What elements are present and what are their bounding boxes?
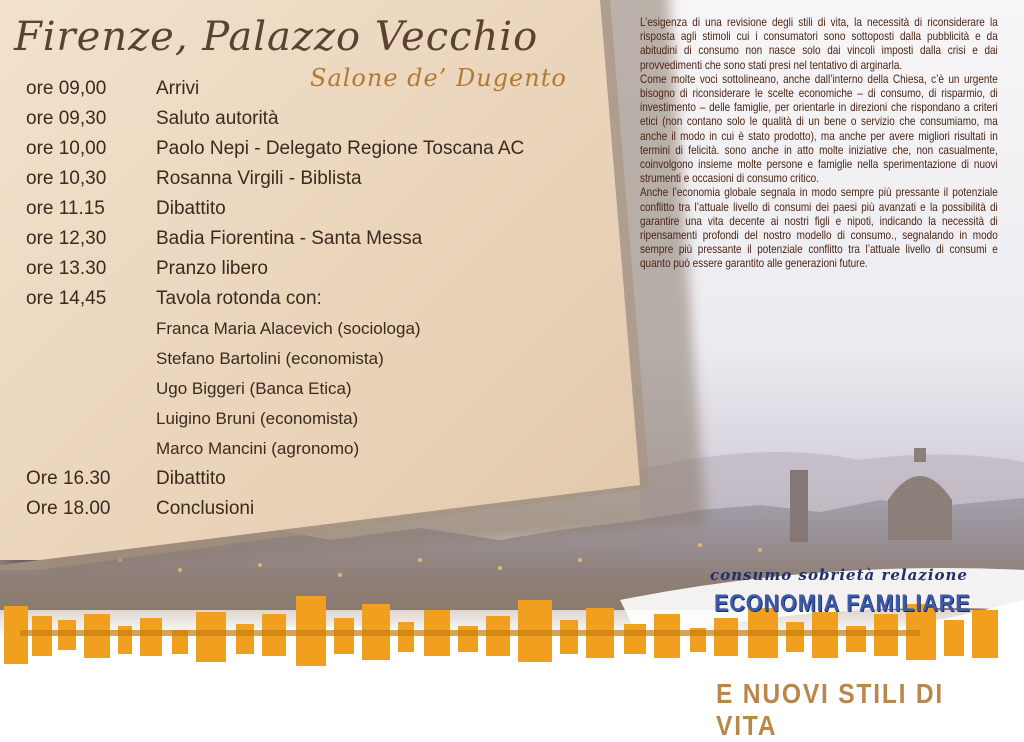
panelist-name: Marco Mancini (agronomo) <box>156 439 360 458</box>
schedule-event: Dibattito <box>156 198 226 219</box>
schedule-time: ore 14,45 <box>26 288 107 309</box>
schedule-time: ore 10,00 <box>26 138 107 159</box>
schedule-row <box>26 464 524 494</box>
panelist-name: Ugo Biggeri (Banca Etica) <box>156 379 352 398</box>
panelist-name: Franca Maria Alacevich (sociologa) <box>156 319 421 338</box>
intro-paragraph: Come molte voci sottolineano, anche dall’interno della Chiesa, c’è un urgente bisogno di riconsiderare le scelte economiche – di consumo, di risparmio, di investimento – delle famiglie, per orientarle in direzioni che rispondano a criteri etici (non contano solo le qualità di un bene o servizio che consumiamo, ma anche il modo in cui è stato prodotto), ma anche per avere migliori risultati in termini di felicità. sono anche in atto molte iniziative che, non casualmente, coinvolgono insieme molte persone e famiglie nella sperimentazione di nuovi strumenti e occasioni di consumo critico. <box>640 72 998 186</box>
event-title: Firenze, Palazzo Vecchio <box>14 14 539 60</box>
venue-subtitle: Salone de’ Dugento <box>310 64 567 92</box>
schedule-time: ore 13.30 <box>26 258 107 279</box>
schedule-row <box>26 254 524 284</box>
schedule-row <box>26 194 524 224</box>
schedule-row <box>26 74 524 104</box>
panelist-name: Stefano Bartolini (economista) <box>156 349 384 368</box>
panelist-row <box>26 434 524 464</box>
panelist-row <box>26 344 524 374</box>
schedule-time: ore 09,30 <box>26 108 107 129</box>
intro-text <box>640 16 998 272</box>
schedule-event: Tavola rotonda con: <box>156 288 322 309</box>
schedule-event: Conclusioni <box>156 498 255 519</box>
schedule-row <box>26 134 524 164</box>
schedule-row <box>26 224 524 254</box>
banner-tagline: consumo sobrietà relazione <box>710 566 968 584</box>
schedule-list <box>26 74 524 524</box>
schedule-time: ore 12,30 <box>26 228 107 249</box>
panelist-name: Luigino Bruni (economista) <box>156 409 359 428</box>
panelist-row <box>26 314 524 344</box>
schedule-row <box>26 104 524 134</box>
schedule-time: Ore 18.00 <box>26 498 111 519</box>
schedule-event: Saluto autorità <box>156 108 279 129</box>
schedule-time: ore 09,00 <box>26 78 107 99</box>
banner-title: ECONOMIA FAMILIARE <box>714 590 971 617</box>
intro-paragraph: Anche l’economia globale segnala in modo sempre più pressante il potenziale conflitto tra l’attuale livello di consumi dei paesi più avanzati e la possibilità di garantire una vita decente ai nostri figli e nipoti, indicando la necessità di ripensamenti profondi del nostro modello di consumo., segnalando in modo sempre più pressante il potenziale conflitto tra l’attuale livello di consumi e quanto può essere garantito alle generazioni future. <box>640 186 998 271</box>
panelist-row <box>26 404 524 434</box>
schedule-event: Paolo Nepi - Delegato Regione Toscana AC <box>156 138 525 159</box>
schedule-event: Rosanna Virgili - Biblista <box>156 168 362 189</box>
schedule-time: Ore 16.30 <box>26 468 111 489</box>
schedule-row <box>26 164 524 194</box>
schedule-time: ore 11.15 <box>26 198 105 219</box>
schedule-row <box>26 284 524 314</box>
schedule-time: ore 10,30 <box>26 168 107 189</box>
banner-subtitle: E NUOVI STILI DI VITA <box>716 678 945 741</box>
schedule-event: Badia Fiorentina - Santa Messa <box>156 228 423 249</box>
schedule-event: Dibattito <box>156 468 226 489</box>
schedule-event: Pranzo libero <box>156 258 268 279</box>
panelist-row <box>26 374 524 404</box>
schedule-event: Arrivi <box>156 78 200 99</box>
intro-paragraph: L’esigenza di una revisione degli stili di vita, la necessità di riconsiderare la risposta agli stimoli cui i consumatori sono sottoposti dalla pubblicità e da abitudini di consumo non nasce solo dai vincoli imposti dalla crisi e dai provvedimenti che sono stati presi nel tentativo di arginarla. <box>640 16 998 72</box>
schedule-row <box>26 494 524 524</box>
